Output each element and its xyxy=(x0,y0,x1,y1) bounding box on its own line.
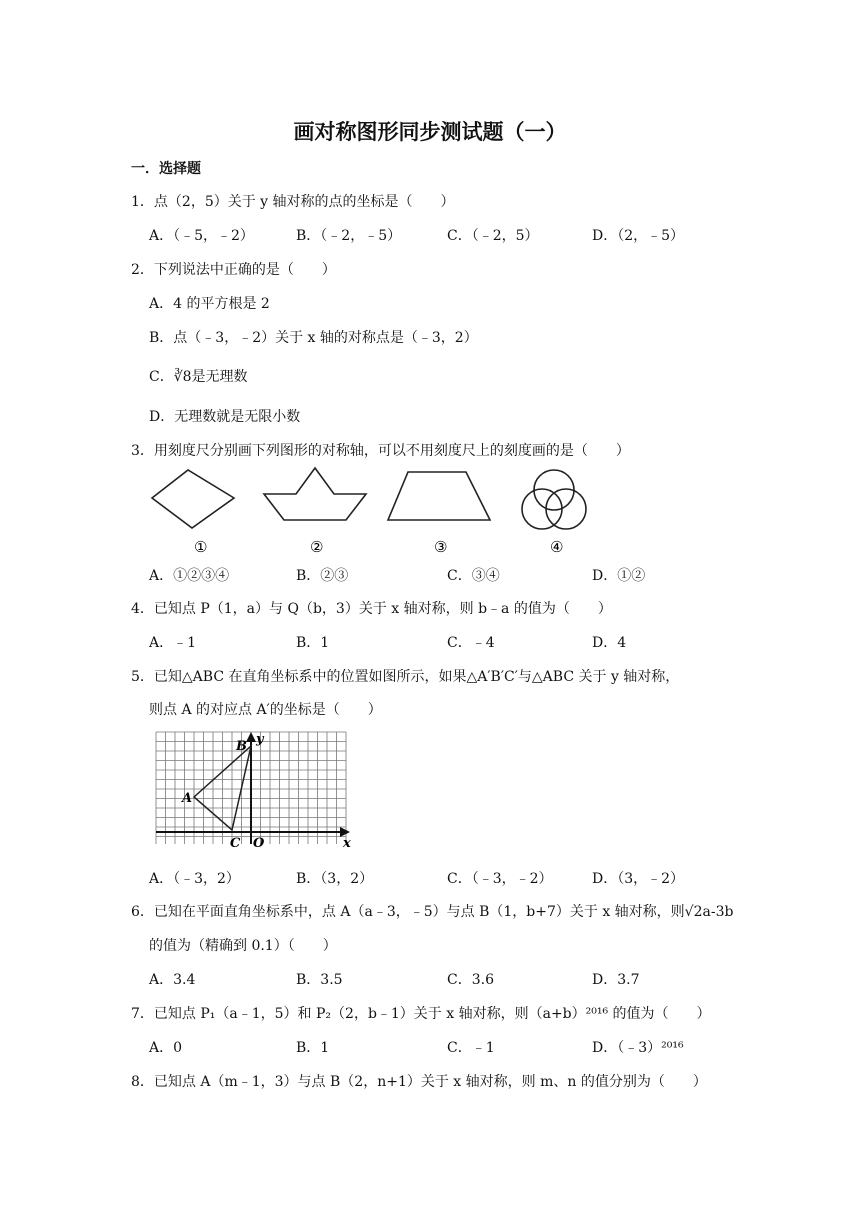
figure-label-1: ① xyxy=(194,538,208,556)
figure-label-3: ③ xyxy=(434,538,448,556)
label-a: A xyxy=(182,791,193,806)
q7-option-a: A．0 xyxy=(149,1040,183,1056)
question-3-stem: 3．用刻度尺分别画下列图形的对称轴，可以不用刻度尺上的刻度画的是（ ） xyxy=(131,443,630,459)
label-c: C xyxy=(230,836,241,851)
q4-option-d: D．4 xyxy=(592,635,627,651)
q5-coordinate-graph xyxy=(150,726,360,852)
q7-option-d: D．（﹣3）²⁰¹⁶ xyxy=(592,1040,684,1056)
figure-label-2: ② xyxy=(310,538,324,556)
question-1-stem: 1．点（2，5）关于 y 轴对称的点的坐标是（ ） xyxy=(131,194,455,210)
label-b: B xyxy=(236,739,247,754)
question-7-stem: 7．已知点 P₁（a﹣1，5）和 P₂（2，b﹣1）关于 x 轴对称，则（a+b）²⁰¹⁶ 的值为（ ） xyxy=(131,1006,711,1022)
q3-option-a: A．①②③④ xyxy=(149,568,230,584)
trapezoid-shape xyxy=(388,472,490,520)
q3-figures xyxy=(140,462,610,558)
question-4-stem: 4．已知点 P（1，a）与 Q（b，3）关于 x 轴对称，则 b﹣a 的值为（ ） xyxy=(131,601,612,617)
q6-option-a: A．3.4 xyxy=(149,972,196,988)
q6-option-b: B．3.5 xyxy=(296,972,343,988)
triquetra-shape xyxy=(522,470,586,529)
crown-shape xyxy=(264,468,366,520)
question-6-stem-line2: 的值为（精确到 0.1）（ ） xyxy=(149,938,337,954)
question-8-stem: 8．已知点 A（m﹣1，3）与点 B（2，n+1）关于 x 轴对称，则 m、n 的值分别为（ ） xyxy=(131,1074,707,1090)
q2-option-d: D．无理数就是无限小数 xyxy=(149,409,301,425)
question-2-stem: 2．下列说法中正确的是（ ） xyxy=(131,262,336,278)
q4-option-b: B．1 xyxy=(296,635,330,651)
question-5-stem-line2: 则点 A 的对应点 A′的坐标是（ ） xyxy=(149,702,382,718)
q2-option-c: C．∛8是无理数 xyxy=(149,369,248,385)
q1-option-c: C．（﹣2，5） xyxy=(447,228,539,244)
section-heading: 一．选择题 xyxy=(131,161,201,177)
q2-option-b: B．点（﹣3，﹣2）关于 x 轴的对称点是（﹣3，2） xyxy=(149,330,478,346)
label-o: O xyxy=(253,836,265,851)
q1-option-d: D．（2，﹣5） xyxy=(592,228,685,244)
question-6-stem-line1: 6．已知在平面直角坐标系中，点 A（a﹣3，﹣5）与点 B（1，b+7）关于 x 轴对称，则√2a-3b xyxy=(131,904,734,920)
q2-option-a: A．4 的平方根是 2 xyxy=(149,296,270,312)
q7-option-c: C．﹣1 xyxy=(447,1040,495,1056)
q6-option-c: C．3.6 xyxy=(447,972,494,988)
q3-option-b: B．②③ xyxy=(296,568,349,584)
q4-option-a: A．﹣1 xyxy=(149,635,197,651)
kite-shape xyxy=(152,470,234,528)
q5-option-d: D．（3，﹣2） xyxy=(592,871,685,887)
page-title: 画对称图形同步测试题（一） xyxy=(293,120,567,144)
label-y: y xyxy=(256,732,264,747)
q5-option-b: B．（3，2） xyxy=(296,871,374,887)
q5-option-c: C．（﹣3，﹣2） xyxy=(447,871,553,887)
q3-option-c: C．③④ xyxy=(447,568,500,584)
label-x: x xyxy=(343,836,351,851)
q7-option-b: B．1 xyxy=(296,1040,330,1056)
q3-option-d: D．①② xyxy=(592,568,646,584)
q4-option-c: C．﹣4 xyxy=(447,635,495,651)
q6-option-d: D．3.7 xyxy=(592,972,640,988)
q1-option-a: A．（﹣5，﹣2） xyxy=(149,228,254,244)
q1-option-b: B．（﹣2，﹣5） xyxy=(296,228,402,244)
question-5-stem-line1: 5．已知△ABC 在直角坐标系中的位置如图所示，如果△A′B′C′与△ABC 关于 y 轴对称， xyxy=(131,669,680,685)
q5-option-a: A．（﹣3，2） xyxy=(149,871,240,887)
figure-label-4: ④ xyxy=(550,538,564,556)
